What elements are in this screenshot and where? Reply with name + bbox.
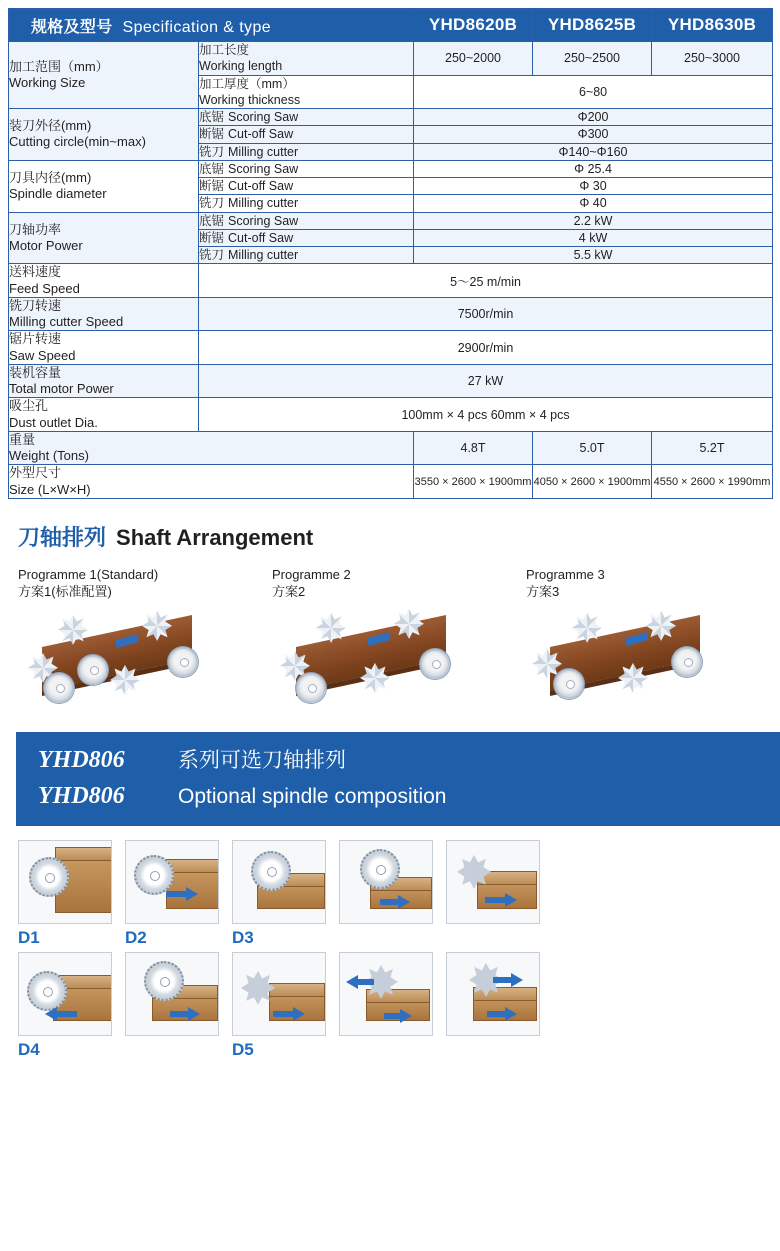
label-feed-speed-cn: 送料速度: [9, 264, 62, 280]
option-illustration-d3: [232, 840, 326, 924]
sublabel-sd-scoring-en: Scoring Saw: [228, 161, 299, 176]
label-weight-en: Weight (Tons): [9, 448, 89, 463]
label-feed-speed-en: Feed Speed: [9, 280, 80, 296]
option-cell-r2-5: [446, 952, 553, 1064]
value-working-thickness: 6~80: [414, 75, 773, 109]
sublabel-cc-cutoff-cn: 断锯: [199, 127, 225, 142]
label-spindle-diameter-cn: 刀具内径(mm): [9, 169, 92, 185]
header-spec-cell: [9, 9, 414, 42]
sublabel-sd-cutoff: [199, 178, 414, 195]
label-size-en: Size (L×W×H): [9, 481, 91, 497]
label-motor-power-en: Motor Power: [9, 237, 83, 253]
option-row-1: [18, 840, 778, 952]
value-mp-cutoff: 4 kW: [414, 229, 773, 246]
programme-3-label-cn: 方案3: [526, 584, 560, 600]
sublabel-cc-cutoff: [199, 126, 414, 143]
sublabel-mp-scoring-en: Scoring Saw: [228, 213, 299, 228]
row-saw-speed: [9, 331, 773, 365]
sublabel-mp-milling-cn: 铣刀: [199, 248, 225, 262]
option-cell-d3: [232, 840, 339, 952]
sublabel-mp-cutoff-en: Cut-off Saw: [228, 230, 294, 245]
label-size-cn: 外型尺寸: [9, 465, 62, 481]
option-cell-d4: [18, 952, 125, 1064]
value-weight-2: 5.0T: [533, 431, 652, 465]
label-weight-cn: 重量: [9, 431, 36, 447]
banner-code-en: YHD806: [38, 782, 125, 809]
label-cutting-circle: [9, 109, 199, 161]
value-saw-speed: 2900r/min: [199, 331, 773, 365]
option-illustration-d5: [232, 952, 326, 1036]
value-milling-speed: 7500r/min: [199, 297, 773, 331]
value-sd-scoring: Φ 25.4: [414, 160, 773, 177]
row-total-power: [9, 364, 773, 398]
label-total-power-en: Total motor Power: [9, 381, 114, 396]
header-model-1: YHD8620B: [414, 9, 533, 42]
header-spec-cn: 规格及型号: [31, 18, 113, 36]
option-illustration-d1: [18, 840, 112, 924]
sublabel-mp-scoring-cn: 底锯: [199, 213, 225, 228]
programme-1-label-cn: 方案1(标准配置): [18, 584, 112, 600]
sublabel-cc-milling-cn: 铣刀: [199, 144, 225, 159]
option-label-d4: D4: [18, 1039, 40, 1059]
banner-code-cn: YHD806: [38, 746, 125, 773]
option-illustration-r2-2: [125, 952, 219, 1036]
banner-text-cn: 系列可选刀轴排列: [178, 748, 346, 772]
sublabel-working-length: [199, 42, 414, 76]
value-feed-speed: 5～25 m/min: [199, 264, 773, 298]
programme-2-label-en: Programme 2: [272, 566, 351, 582]
programme-1-illustration: [18, 607, 238, 702]
value-weight-3: 5.2T: [652, 431, 773, 465]
row-milling-speed: [9, 297, 773, 331]
option-label-d1: D1: [18, 927, 40, 947]
row-weight: [9, 431, 773, 465]
sublabel-working-thickness-cn: 加工厚度（mm）: [199, 76, 295, 91]
label-weight: [9, 431, 414, 465]
value-cc-cutoff: Φ300: [414, 126, 773, 143]
row-dust-outlet: [9, 398, 773, 432]
value-size-3: 4550 × 2600 × 1990mm: [652, 465, 773, 499]
option-cell-r2-2: [125, 952, 232, 1064]
label-size: [9, 465, 414, 499]
option-cell-r2-4: [339, 952, 446, 1064]
label-working-size-cn: 加工范围（mm）: [9, 58, 109, 74]
value-working-length-2: 250~2500: [533, 42, 652, 76]
label-motor-power: [9, 212, 199, 264]
banner-line-en: [38, 778, 780, 814]
header-model-3: YHD8630B: [652, 9, 773, 42]
sublabel-sd-milling-en: Milling cutter: [228, 196, 299, 211]
value-weight-1: 4.8T: [414, 431, 533, 465]
row-feed-speed: [9, 264, 773, 298]
optional-spindle-banner: [16, 732, 780, 826]
label-cutting-circle-cn: 装刀外径(mm): [9, 118, 92, 134]
value-size-1: 3550 × 2600 × 1900mm: [414, 465, 533, 499]
banner-text-en: Optional spindle composition: [178, 784, 447, 808]
value-total-power: 27 kW: [199, 364, 773, 398]
programme-3: [516, 566, 770, 702]
shaft-title-cn: 刀轴排列: [18, 524, 107, 550]
programme-3-label-en: Programme 3: [526, 566, 605, 582]
option-cell-r1-5: [446, 840, 553, 952]
label-milling-speed-cn: 铣刀转速: [9, 297, 62, 313]
header-model-2: YHD8625B: [533, 9, 652, 42]
value-cc-milling: Φ140~Φ160: [414, 143, 773, 160]
programme-1-label-en: Programme 1(Standard): [18, 566, 159, 582]
label-total-power-cn: 装机容量: [9, 364, 62, 380]
value-sd-milling: Φ 40: [414, 195, 773, 212]
sublabel-sd-milling: [199, 195, 414, 212]
sublabel-mp-cutoff: [199, 229, 414, 246]
sublabel-cc-milling: [199, 143, 414, 160]
label-motor-power-cn: 刀轴功率: [9, 221, 62, 237]
label-spindle-diameter-en: Spindle diameter: [9, 186, 107, 202]
sublabel-working-thickness-en: Working thickness: [199, 92, 301, 107]
option-illustration-r1-4: [339, 840, 433, 924]
value-cc-scoring: Φ200: [414, 109, 773, 126]
sublabel-cc-scoring-cn: 底锯: [199, 110, 225, 124]
table-header-row: [9, 9, 773, 42]
value-working-length-1: 250~2000: [414, 42, 533, 76]
banner-line-cn: [38, 742, 780, 778]
sublabel-sd-milling-cn: 铣刀: [199, 196, 225, 211]
sublabel-cc-scoring-en: Scoring Saw: [228, 110, 299, 124]
value-dust-outlet: 100mm × 4 pcs 60mm × 4 pcs: [199, 398, 773, 432]
label-working-size: [9, 42, 199, 109]
programme-2: [262, 566, 516, 702]
programme-3-illustration: [526, 607, 746, 702]
label-milling-speed-en: Milling cutter Speed: [9, 314, 124, 329]
option-illustration-r2-5: [446, 952, 540, 1036]
sublabel-sd-scoring: [199, 160, 414, 177]
label-dust-outlet-cn: 吸尘孔: [9, 398, 49, 414]
label-saw-speed-cn: 锯片转速: [9, 331, 62, 347]
row-spindle-scoring: [9, 160, 773, 177]
sublabel-mp-cutoff-cn: 断锯: [199, 230, 225, 245]
option-cell-d2: [125, 840, 232, 952]
sublabel-mp-milling-en: Milling cutter: [228, 248, 299, 262]
option-cell-d5: [232, 952, 339, 1064]
programme-2-label-cn: 方案2: [272, 584, 306, 600]
sublabel-working-length-cn: 加工长度: [199, 43, 250, 57]
sublabel-cc-scoring: [199, 109, 414, 126]
sublabel-cc-milling-en: Milling cutter: [228, 144, 299, 159]
header-spec-en: Specification & type: [122, 18, 272, 36]
label-dust-outlet: [9, 398, 199, 432]
shaft-title-en: Shaft Arrangement: [116, 524, 314, 550]
row-cutting-circle-scoring: [9, 109, 773, 126]
value-size-2: 4050 × 2600 × 1900mm: [533, 465, 652, 499]
label-working-size-en: Working Size: [9, 75, 86, 90]
programme-2-illustration: [272, 607, 492, 702]
option-row-2: [18, 952, 778, 1064]
label-cutting-circle-en: Cutting circle(min~max): [9, 134, 146, 150]
row-working-length: [9, 42, 773, 76]
option-label-d2: D2: [125, 927, 147, 947]
sublabel-working-length-en: Working length: [199, 59, 283, 74]
programme-row: [8, 566, 772, 702]
option-cell-r1-4: [339, 840, 446, 952]
option-cell-d1: [18, 840, 125, 952]
option-illustration-r2-4: [339, 952, 433, 1036]
label-milling-speed: [9, 297, 199, 331]
option-illustration-r1-5: [446, 840, 540, 924]
sublabel-cc-cutoff-en: Cut-off Saw: [228, 127, 294, 142]
label-feed-speed: [9, 264, 199, 298]
sublabel-mp-scoring: [199, 212, 414, 229]
option-illustration-d2: [125, 840, 219, 924]
label-dust-outlet-en: Dust outlet Dia.: [9, 414, 98, 430]
sublabel-sd-cutoff-en: Cut-off Saw: [228, 179, 294, 193]
option-illustration-d4: [18, 952, 112, 1036]
label-total-power: [9, 364, 199, 398]
option-label-d3: D3: [232, 927, 254, 947]
sublabel-sd-scoring-cn: 底锯: [199, 161, 225, 176]
label-saw-speed-en: Saw Speed: [9, 347, 76, 363]
sublabel-sd-cutoff-cn: 断锯: [199, 179, 225, 193]
sublabel-working-thickness: [199, 75, 414, 109]
sublabel-mp-milling: [199, 247, 414, 264]
option-grid: [18, 840, 778, 1064]
shaft-arrangement-title: [18, 521, 772, 552]
value-sd-cutoff: Φ 30: [414, 178, 773, 195]
value-mp-milling: 5.5 kW: [414, 247, 773, 264]
specification-table: [8, 8, 773, 499]
option-label-d5: D5: [232, 1039, 254, 1059]
value-working-length-3: 250~3000: [652, 42, 773, 76]
row-motor-scoring: [9, 212, 773, 229]
value-mp-scoring: 2.2 kW: [414, 212, 773, 229]
programme-1: [8, 566, 262, 702]
catalog-page: [0, 8, 780, 1251]
label-spindle-diameter: [9, 160, 199, 212]
row-size: [9, 465, 773, 499]
label-saw-speed: [9, 331, 199, 365]
